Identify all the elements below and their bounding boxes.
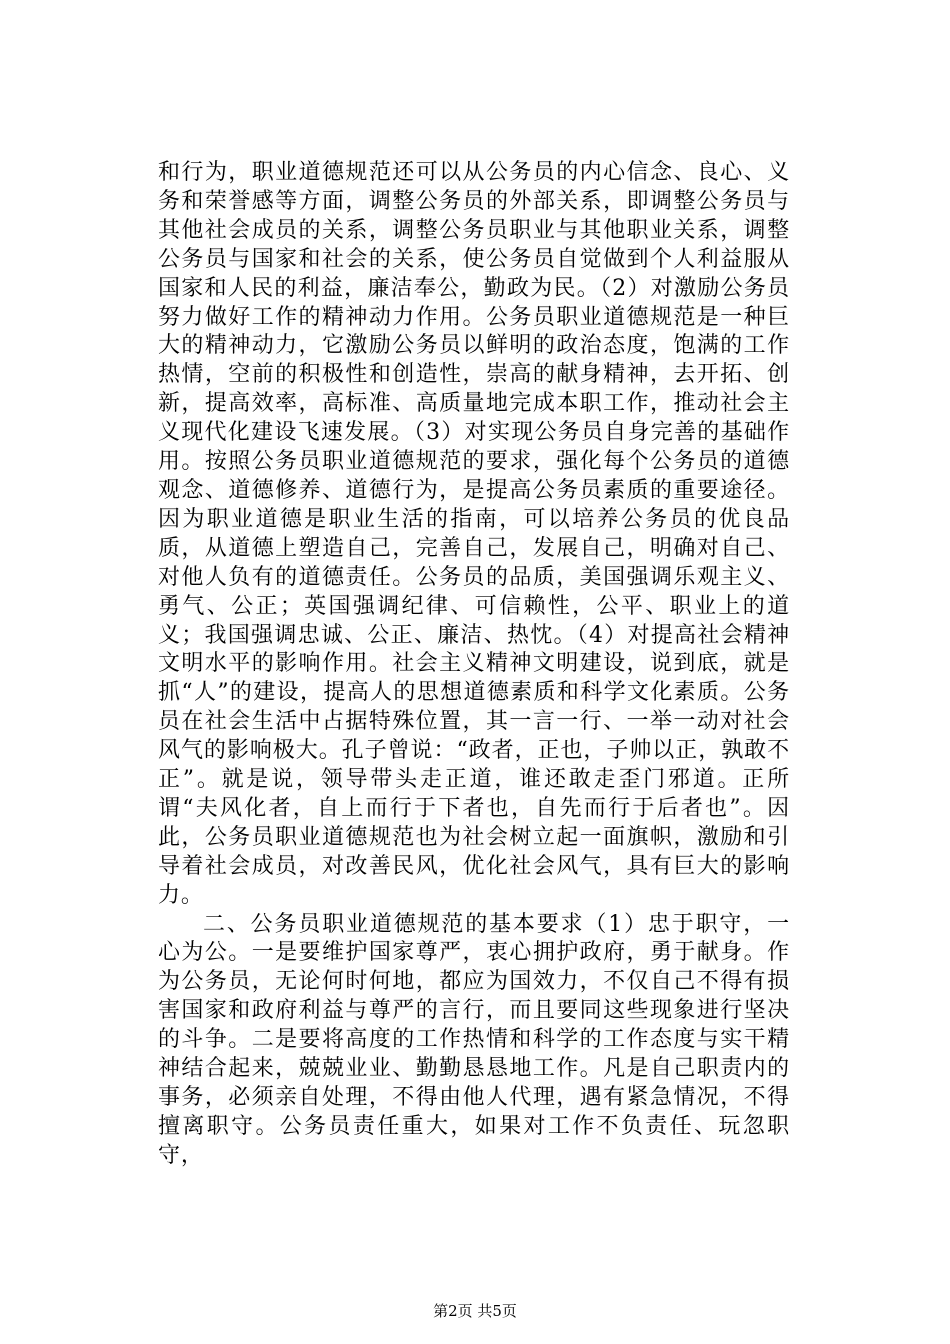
paragraph-continued: 和行为，职业道德规范还可以从公务员的内心信念、良心、义务和荣誉感等方面，调整公务员的外部关系，即调整公务员与其他社会成员的关系，调整公务员职业与其他职业关系，调整公务员与国家和社会的关系，使公务员自觉做到个人利益服从国家和人民的利益，廉洁奉公，勤政为民。（2）对激励公务员努力做好工作的精神动力作用。公务员职业道德规范是一种巨大的精神动力，它激励公务员以鲜明的政治态度，饱满的工作热情，空前的积极性和创造性，崇高的献身精神，去开拓、创新，提高效率，高标准、高质量地完成本职工作，推动社会主义现代化建设飞速发展。（3）对实现公务员自身完善的基础作用。按照公务员职业道德规范的要求，强化每个公务员的道德观念、道德修养、道德行为，是提高公务员素质的重要途径。因为职业道德是职业生活的指南，可以培养公务员的优良品质，从道德上塑造自己，完善自己，发展自己，明确对自己、对他人负有的道德责任。公务员的品质，美国强调乐观主义、勇气、公正；英国强调纪律、可信赖性，公平、职业上的道义；我国强调忠诚、公正、廉洁、热忱。（4）对提高社会精神文明水平的影响作用。社会主义精神文明建设，说到底，就是抓“人”的建设，提高人的思想道德素质和科学文化素质。公务员在社会生活中占据特殊位置，其一言一行、一举一动对社会风气的影响极大。孔子曾说：“政者，正也，子帅以正，孰敢不正”。就是说，领导带头走正道，谁还敢走歪门邪道。正所谓“夫风化者，自上而行于下者也，自先而行于后者也”。因此，公务员职业道德规范也为社会树立起一面旗帜，激励和引导着社会成员，对改善民风，优化社会风气，具有巨大的影响力。 xyxy=(158,160,790,908)
page-footer xyxy=(0,1301,950,1321)
paragraph-basic-requirements: 二、公务员职业道德规范的基本要求（1）忠于职守，一心为公。一是要维护国家尊严，衷心拥护政府，勇于献身。作为公务员，无论何时何地，都应为国效力，不仅自己不得有损害国家和政府利益与尊严的言行，而且要同这些现象进行坚决的斗争。二是要将高度的工作热情和科学的工作态度与实干精神结合起来，兢兢业业、勤勤恳恳地工作。凡是自己职责内的事务，必须亲自处理，不得由他人代理，遇有紧急情况，不得擅离职守。公务员责任重大，如果对工作不负责任、玩忽职守， xyxy=(158,911,790,1168)
body-text xyxy=(158,159,790,1171)
page-number: 第2页 共5页 xyxy=(433,1302,517,1320)
